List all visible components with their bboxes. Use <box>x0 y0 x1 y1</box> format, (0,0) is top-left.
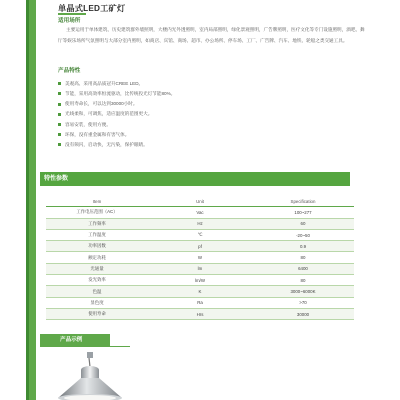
table-row <box>46 297 354 308</box>
column-header: Unit <box>148 196 252 207</box>
table-cell: 使用寿命 <box>46 308 148 319</box>
table-cell: lm <box>148 263 252 274</box>
table-cell: Hz <box>148 218 252 229</box>
table-cell: Hrs <box>148 308 252 319</box>
table-cell: 30000 <box>252 308 354 319</box>
table-cell: lm/W <box>148 275 252 286</box>
usage-paragraph: 主要运用于单体建筑、历史建筑群外墙照明，大楼内光外透照明，室内局部照明，绿化景观照明，广告牌照明，医疗文化等专门设施照明，酒吧、舞厅等娱乐场所气氛照明与大部分室内照明，如商店、宾馆、商场、超市、办公场所、停车场、工厂、广告牌、汽车、地铁、轮船之类交通工具。 <box>58 27 365 43</box>
list-item: 环保，没有重金属和有害气体。 <box>58 130 366 140</box>
table-row <box>46 241 354 252</box>
table-cell: 显色度 <box>46 297 148 308</box>
table-cell: -20~50 <box>252 229 354 240</box>
table-cell: 80 <box>252 275 354 286</box>
table-row <box>46 286 354 297</box>
table-row <box>46 308 354 319</box>
bullet-icon <box>58 103 61 106</box>
bullet-icon <box>58 92 61 95</box>
list-item: 美观高、采用高品质冠升CREE LED。 <box>58 79 366 89</box>
bullet-icon <box>58 82 61 85</box>
bullet-icon <box>58 143 61 146</box>
table-header-row <box>46 196 354 207</box>
bullet-icon <box>58 123 61 126</box>
table-cell: K <box>148 286 252 297</box>
table-cell: Vac <box>148 207 252 218</box>
example-banner-title: 产品示例 <box>60 337 83 343</box>
table-cell: 100~277 <box>252 207 354 218</box>
table-cell: 80 <box>252 252 354 263</box>
bullet-icon <box>58 113 61 116</box>
spec-table <box>46 196 354 320</box>
table-row <box>46 252 354 263</box>
list-item: 没有频闪，启动快，无污染，保护眼睛。 <box>58 140 366 150</box>
left-accent-bar <box>26 0 36 400</box>
column-header: Specification <box>252 196 354 207</box>
table-cell: pf <box>148 241 252 252</box>
table-cell: ℃ <box>148 229 252 240</box>
title-underline <box>58 13 86 15</box>
table-cell: 工作温度 <box>46 229 148 240</box>
table-cell: 功率因数 <box>46 241 148 252</box>
table-cell: 0.9 <box>252 241 354 252</box>
spec-banner <box>40 172 350 186</box>
features-heading: 产品特性 <box>58 68 81 74</box>
table-cell: 工作频率 <box>46 218 148 229</box>
list-item: 节能，采用高效率恒流驱动，比传统投光灯节能80%。 <box>58 89 366 99</box>
table-cell: 6400 <box>252 263 354 274</box>
document-title: 单晶式LED工矿灯 <box>58 4 126 13</box>
list-item: 容易安装，使用方便。 <box>58 120 366 130</box>
table-cell: 色温 <box>46 286 148 297</box>
table-cell: 发光效率 <box>46 275 148 286</box>
spec-banner-title: 特性参数 <box>44 176 69 182</box>
table-cell: 额定功耗 <box>46 252 148 263</box>
table-cell: 工作电压范围（AC） <box>46 207 148 218</box>
table-row <box>46 207 354 218</box>
table-cell: Ra <box>148 297 252 308</box>
table-row <box>46 218 354 229</box>
list-item: 使用寿命长，可以达到30000小时。 <box>58 99 366 109</box>
table-row <box>46 229 354 240</box>
table-cell: >70 <box>252 297 354 308</box>
list-item: 光线柔和，可调焦，适应温度的范围更大。 <box>58 109 366 119</box>
table-cell: W <box>148 252 252 263</box>
table-row <box>46 275 354 286</box>
table-row <box>46 263 354 274</box>
features-list <box>58 79 366 150</box>
bullet-icon <box>58 133 61 136</box>
table-cell: 60 <box>252 218 354 229</box>
table-cell: 光通量 <box>46 263 148 274</box>
column-header: Item <box>46 196 148 207</box>
usage-heading: 适用场所 <box>58 18 81 24</box>
example-underline <box>40 346 130 347</box>
lamp-product-image <box>40 352 140 400</box>
table-cell: 3000~6000K <box>252 286 354 297</box>
